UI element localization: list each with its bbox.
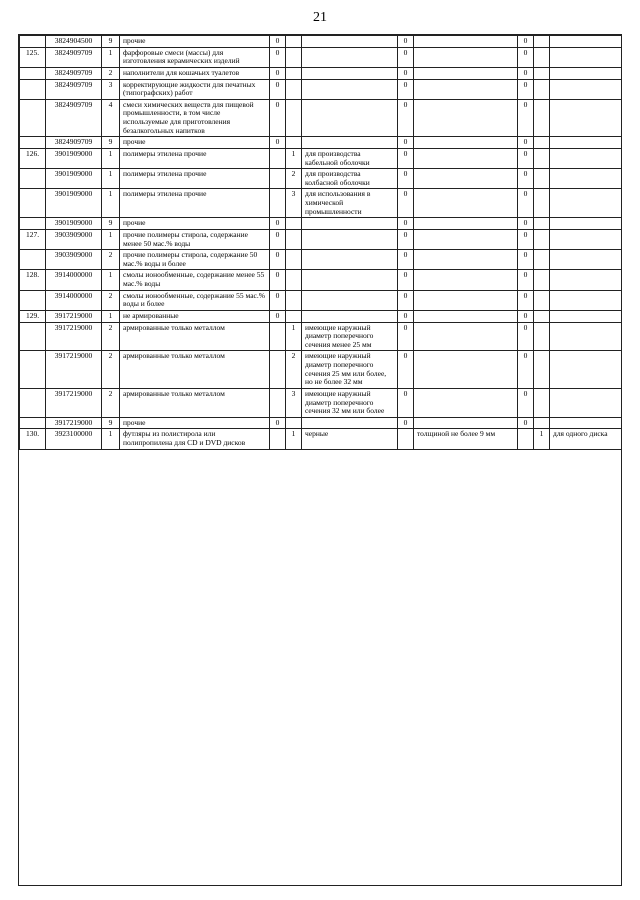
flag-2-cell: 0 — [398, 218, 414, 230]
sub-item-note-cell — [302, 99, 398, 137]
disk-note-cell — [550, 250, 623, 270]
extra-number-cell — [534, 189, 550, 218]
sub-item-number-cell — [286, 229, 302, 249]
disk-note-cell — [550, 47, 623, 67]
sub-item-number-cell — [286, 36, 302, 48]
sub-code-cell: 2 — [102, 322, 120, 351]
flag-2-cell: 0 — [398, 322, 414, 351]
sub-item-note-cell — [302, 270, 398, 290]
flag-1-cell: 0 — [270, 137, 286, 149]
commodity-code-cell: 3824904500 — [46, 36, 102, 48]
sub-item-note-cell: имеющие наружный диаметр поперечного сечения менее 25 мм — [302, 322, 398, 351]
sub-item-number-cell — [286, 270, 302, 290]
flag-2-cell: 0 — [398, 250, 414, 270]
description-cell: полимеры этилена прочие — [120, 148, 270, 168]
disk-note-cell — [550, 351, 623, 389]
thickness-note-cell — [414, 351, 518, 389]
flag-1-cell — [270, 351, 286, 389]
sub-item-number-cell — [286, 79, 302, 99]
sub-item-number-cell: 1 — [286, 322, 302, 351]
description-cell: прочие — [120, 137, 270, 149]
tariff-table-wrapper — [18, 34, 622, 886]
sub-item-note-cell — [302, 229, 398, 249]
sub-code-cell: 9 — [102, 137, 120, 149]
extra-number-cell — [534, 79, 550, 99]
sub-code-cell: 1 — [102, 169, 120, 189]
thickness-note-cell — [414, 169, 518, 189]
flag-2-cell: 0 — [398, 290, 414, 310]
disk-note-cell — [550, 388, 623, 417]
sub-item-number-cell: 1 — [286, 148, 302, 168]
flag-2-cell: 0 — [398, 351, 414, 389]
sub-code-cell: 1 — [102, 148, 120, 168]
table-row — [20, 169, 623, 189]
extra-number-cell — [534, 137, 550, 149]
commodity-code-cell: 3917219000 — [46, 310, 102, 322]
sub-item-note-cell: для использования в химической промышленности — [302, 189, 398, 218]
description-cell: футляры из полистирола или полипропилена для CD и DVD дисков — [120, 429, 270, 449]
commodity-code-cell: 3824909709 — [46, 99, 102, 137]
sub-item-note-cell: имеющие наружный диаметр поперечного сечения 32 мм или более — [302, 388, 398, 417]
sub-code-cell: 1 — [102, 229, 120, 249]
extra-number-cell — [534, 169, 550, 189]
disk-note-cell — [550, 67, 623, 79]
disk-note-cell — [550, 270, 623, 290]
flag-3-cell: 0 — [518, 148, 534, 168]
commodity-code-cell: 3903909000 — [46, 250, 102, 270]
sub-item-note-cell: для производства колбасной оболочки — [302, 169, 398, 189]
table-body — [20, 36, 623, 450]
table-row — [20, 351, 623, 389]
sub-code-cell: 1 — [102, 189, 120, 218]
table-row — [20, 229, 623, 249]
sub-code-cell: 3 — [102, 79, 120, 99]
row-number-cell — [20, 67, 46, 79]
flag-2-cell: 0 — [398, 189, 414, 218]
flag-2-cell: 0 — [398, 67, 414, 79]
flag-3-cell: 0 — [518, 218, 534, 230]
flag-1-cell: 0 — [270, 250, 286, 270]
sub-item-number-cell — [286, 218, 302, 230]
sub-item-note-cell: для производства кабельной оболочки — [302, 148, 398, 168]
commodity-code-cell: 3824909709 — [46, 47, 102, 67]
disk-note-cell — [550, 79, 623, 99]
sub-code-cell: 2 — [102, 290, 120, 310]
extra-number-cell — [534, 67, 550, 79]
flag-3-cell: 0 — [518, 229, 534, 249]
commodity-code-cell: 3901909000 — [46, 148, 102, 168]
flag-3-cell: 0 — [518, 417, 534, 429]
table-row — [20, 417, 623, 429]
row-number-cell — [20, 137, 46, 149]
sub-item-number-cell — [286, 250, 302, 270]
sub-code-cell: 4 — [102, 99, 120, 137]
thickness-note-cell — [414, 36, 518, 48]
flag-2-cell: 0 — [398, 79, 414, 99]
sub-item-note-cell — [302, 310, 398, 322]
flag-1-cell — [270, 169, 286, 189]
sub-code-cell: 2 — [102, 250, 120, 270]
sub-code-cell: 1 — [102, 47, 120, 67]
flag-3-cell: 0 — [518, 189, 534, 218]
flag-1-cell: 0 — [270, 218, 286, 230]
flag-1-cell: 0 — [270, 47, 286, 67]
commodity-code-cell: 3824909709 — [46, 137, 102, 149]
flag-1-cell: 0 — [270, 99, 286, 137]
description-cell: корректирующие жидкости для печатных (типографских) работ — [120, 79, 270, 99]
sub-item-note-cell — [302, 79, 398, 99]
row-number-cell: 126. — [20, 148, 46, 168]
flag-3-cell: 0 — [518, 351, 534, 389]
flag-2-cell: 0 — [398, 310, 414, 322]
commodity-code-cell: 3901909000 — [46, 169, 102, 189]
thickness-note-cell — [414, 250, 518, 270]
table-row — [20, 429, 623, 449]
table-row — [20, 189, 623, 218]
description-cell: смеси химических веществ для пищевой промышленности, в том числе используемые для приготовления безалкогольных напитков — [120, 99, 270, 137]
description-cell: армированные только металлом — [120, 351, 270, 389]
sub-item-note-cell — [302, 218, 398, 230]
thickness-note-cell — [414, 310, 518, 322]
disk-note-cell — [550, 36, 623, 48]
sub-code-cell: 9 — [102, 36, 120, 48]
commodity-code-cell: 3901909000 — [46, 218, 102, 230]
flag-1-cell: 0 — [270, 290, 286, 310]
description-cell: наполнители для кошачьих туалетов — [120, 67, 270, 79]
thickness-note-cell: толщиной не более 9 мм — [414, 429, 518, 449]
flag-3-cell — [518, 429, 534, 449]
row-number-cell — [20, 351, 46, 389]
sub-item-number-cell — [286, 99, 302, 137]
sub-item-number-cell: 1 — [286, 429, 302, 449]
row-number-cell — [20, 322, 46, 351]
row-number-cell — [20, 169, 46, 189]
extra-number-cell — [534, 322, 550, 351]
thickness-note-cell — [414, 270, 518, 290]
table-row — [20, 388, 623, 417]
extra-number-cell — [534, 270, 550, 290]
flag-3-cell: 0 — [518, 99, 534, 137]
sub-item-note-cell — [302, 67, 398, 79]
thickness-note-cell — [414, 148, 518, 168]
sub-code-cell: 2 — [102, 67, 120, 79]
extra-number-cell — [534, 99, 550, 137]
sub-code-cell: 2 — [102, 388, 120, 417]
thickness-note-cell — [414, 189, 518, 218]
table-row — [20, 218, 623, 230]
table-row — [20, 270, 623, 290]
row-number-cell — [20, 79, 46, 99]
flag-1-cell: 0 — [270, 229, 286, 249]
flag-1-cell — [270, 429, 286, 449]
thickness-note-cell — [414, 229, 518, 249]
flag-2-cell: 0 — [398, 388, 414, 417]
row-number-cell: 129. — [20, 310, 46, 322]
disk-note-cell — [550, 169, 623, 189]
extra-number-cell — [534, 229, 550, 249]
extra-number-cell — [534, 148, 550, 168]
thickness-note-cell — [414, 47, 518, 67]
description-cell: фарфоровые смеси (массы) для изготовления керамических изделий — [120, 47, 270, 67]
sub-item-number-cell: 3 — [286, 388, 302, 417]
extra-number-cell — [534, 310, 550, 322]
table-row — [20, 36, 623, 48]
flag-3-cell: 0 — [518, 36, 534, 48]
sub-item-note-cell — [302, 250, 398, 270]
commodity-code-cell: 3917219000 — [46, 322, 102, 351]
flag-2-cell — [398, 429, 414, 449]
commodity-code-cell: 3914000000 — [46, 290, 102, 310]
flag-1-cell — [270, 189, 286, 218]
flag-1-cell: 0 — [270, 67, 286, 79]
disk-note-cell — [550, 417, 623, 429]
thickness-note-cell — [414, 218, 518, 230]
disk-note-cell — [550, 290, 623, 310]
flag-3-cell: 0 — [518, 67, 534, 79]
flag-2-cell: 0 — [398, 47, 414, 67]
flag-3-cell: 0 — [518, 47, 534, 67]
flag-2-cell: 0 — [398, 229, 414, 249]
row-number-cell: 125. — [20, 47, 46, 67]
description-cell: смолы ионообменные, содержание менее 55 мас.% воды — [120, 270, 270, 290]
flag-3-cell: 0 — [518, 290, 534, 310]
row-number-cell — [20, 417, 46, 429]
commodity-code-cell: 3901909000 — [46, 189, 102, 218]
flag-1-cell: 0 — [270, 79, 286, 99]
commodity-code-cell: 3903909000 — [46, 229, 102, 249]
sub-code-cell: 9 — [102, 218, 120, 230]
disk-note-cell — [550, 99, 623, 137]
thickness-note-cell — [414, 290, 518, 310]
flag-2-cell: 0 — [398, 417, 414, 429]
extra-number-cell — [534, 250, 550, 270]
flag-1-cell — [270, 388, 286, 417]
sub-code-cell: 1 — [102, 310, 120, 322]
description-cell: прочие — [120, 36, 270, 48]
table-row — [20, 250, 623, 270]
sub-item-note-cell — [302, 290, 398, 310]
flag-3-cell: 0 — [518, 169, 534, 189]
extra-number-cell — [534, 47, 550, 67]
page-number: 21 — [313, 10, 327, 25]
description-cell: армированные только металлом — [120, 322, 270, 351]
sub-item-number-cell — [286, 290, 302, 310]
sub-item-number-cell — [286, 137, 302, 149]
sub-item-note-cell: черные — [302, 429, 398, 449]
disk-note-cell — [550, 137, 623, 149]
flag-2-cell: 0 — [398, 148, 414, 168]
flag-3-cell: 0 — [518, 270, 534, 290]
thickness-note-cell — [414, 322, 518, 351]
table-row — [20, 79, 623, 99]
description-cell: полимеры этилена прочие — [120, 169, 270, 189]
tariff-table — [19, 35, 622, 450]
row-number-cell — [20, 99, 46, 137]
sub-item-number-cell — [286, 67, 302, 79]
flag-1-cell: 0 — [270, 36, 286, 48]
description-cell: армированные только металлом — [120, 388, 270, 417]
sub-item-number-cell — [286, 310, 302, 322]
thickness-note-cell — [414, 388, 518, 417]
description-cell: прочие — [120, 218, 270, 230]
row-number-cell — [20, 189, 46, 218]
row-number-cell — [20, 290, 46, 310]
thickness-note-cell — [414, 67, 518, 79]
flag-1-cell — [270, 148, 286, 168]
sub-item-number-cell — [286, 417, 302, 429]
sub-item-note-cell — [302, 47, 398, 67]
row-number-cell: 128. — [20, 270, 46, 290]
extra-number-cell — [534, 388, 550, 417]
description-cell: прочие полимеры стирола, содержание менее 50 мас.% воды — [120, 229, 270, 249]
thickness-note-cell — [414, 99, 518, 137]
extra-number-cell — [534, 218, 550, 230]
table-row — [20, 47, 623, 67]
commodity-code-cell: 3824909709 — [46, 79, 102, 99]
flag-2-cell: 0 — [398, 270, 414, 290]
table-row — [20, 99, 623, 137]
table-row — [20, 67, 623, 79]
row-number-cell: 130. — [20, 429, 46, 449]
commodity-code-cell: 3917219000 — [46, 388, 102, 417]
table-row — [20, 310, 623, 322]
commodity-code-cell: 3914000000 — [46, 270, 102, 290]
flag-1-cell — [270, 322, 286, 351]
extra-number-cell: 1 — [534, 429, 550, 449]
flag-3-cell: 0 — [518, 79, 534, 99]
sub-item-note-cell — [302, 417, 398, 429]
extra-number-cell — [534, 36, 550, 48]
sub-item-note-cell: имеющие наружный диаметр поперечного сечения 25 мм или более, но не более 32 мм — [302, 351, 398, 389]
flag-3-cell: 0 — [518, 250, 534, 270]
thickness-note-cell — [414, 137, 518, 149]
disk-note-cell — [550, 148, 623, 168]
row-number-cell: 127. — [20, 229, 46, 249]
flag-2-cell: 0 — [398, 169, 414, 189]
table-row — [20, 322, 623, 351]
row-number-cell — [20, 388, 46, 417]
disk-note-cell — [550, 229, 623, 249]
sub-item-number-cell — [286, 47, 302, 67]
sub-code-cell: 1 — [102, 429, 120, 449]
sub-code-cell: 1 — [102, 270, 120, 290]
commodity-code-cell: 3917219000 — [46, 417, 102, 429]
table-row — [20, 148, 623, 168]
extra-number-cell — [534, 417, 550, 429]
row-number-cell — [20, 36, 46, 48]
disk-note-cell — [550, 322, 623, 351]
table-row — [20, 290, 623, 310]
commodity-code-cell: 3917219000 — [46, 351, 102, 389]
sub-item-number-cell: 2 — [286, 351, 302, 389]
thickness-note-cell — [414, 417, 518, 429]
flag-3-cell: 0 — [518, 322, 534, 351]
description-cell: смолы ионообменные, содержание 55 мас.% воды и более — [120, 290, 270, 310]
disk-note-cell — [550, 310, 623, 322]
disk-note-cell: для одного диска — [550, 429, 623, 449]
extra-number-cell — [534, 290, 550, 310]
description-cell: прочие полимеры стирола, содержание 50 мас.% воды и более — [120, 250, 270, 270]
extra-number-cell — [534, 351, 550, 389]
flag-3-cell: 0 — [518, 388, 534, 417]
table-row — [20, 137, 623, 149]
flag-2-cell: 0 — [398, 137, 414, 149]
flag-2-cell: 0 — [398, 99, 414, 137]
sub-code-cell: 2 — [102, 351, 120, 389]
sub-item-number-cell: 3 — [286, 189, 302, 218]
thickness-note-cell — [414, 79, 518, 99]
flag-3-cell: 0 — [518, 137, 534, 149]
commodity-code-cell: 3824909709 — [46, 67, 102, 79]
flag-1-cell: 0 — [270, 310, 286, 322]
row-number-cell — [20, 218, 46, 230]
sub-item-note-cell — [302, 36, 398, 48]
flag-2-cell: 0 — [398, 36, 414, 48]
sub-item-note-cell — [302, 137, 398, 149]
description-cell: не армированные — [120, 310, 270, 322]
flag-1-cell: 0 — [270, 270, 286, 290]
disk-note-cell — [550, 218, 623, 230]
row-number-cell — [20, 250, 46, 270]
flag-1-cell: 0 — [270, 417, 286, 429]
commodity-code-cell: 3923100000 — [46, 429, 102, 449]
sub-item-number-cell: 2 — [286, 169, 302, 189]
flag-3-cell: 0 — [518, 310, 534, 322]
description-cell: полимеры этилена прочие — [120, 189, 270, 218]
disk-note-cell — [550, 189, 623, 218]
description-cell: прочие — [120, 417, 270, 429]
sub-code-cell: 9 — [102, 417, 120, 429]
